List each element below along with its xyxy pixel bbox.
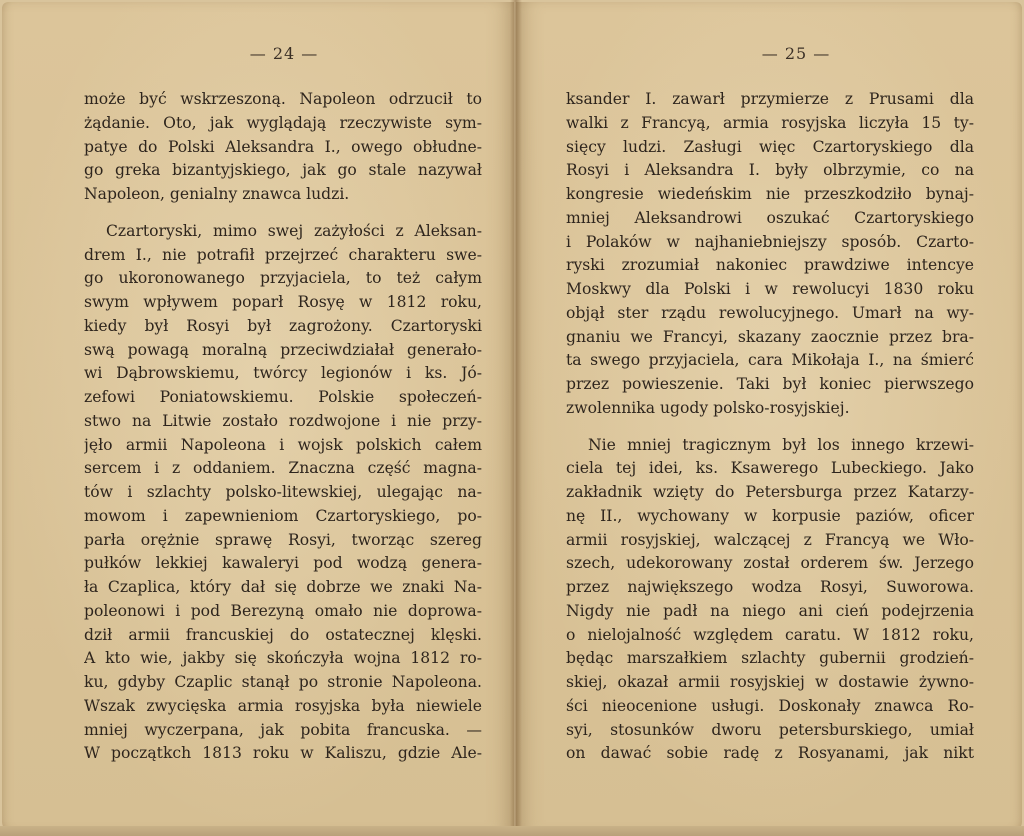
text-line: go ukoronowanego przyjaciela, to też całym	[84, 269, 482, 288]
text-line: ści nieocenione usługi. Doskonały znawca Ro-	[566, 696, 974, 715]
text-line: tów i szlachty polsko-litewskiej, ulegając na-	[84, 483, 482, 501]
text-line: dził armii francuskiej do ostatecznej klęski.	[84, 625, 482, 644]
text-line: kiedy był Rosyi był zagrożony. Czartoryski	[84, 316, 482, 335]
text-line: nę II., wychowany w korpusie paziów, oficer	[566, 506, 974, 525]
text-line: syi, stosunków dworu petersburskiego, umiał	[566, 720, 974, 739]
text-line: Napoleon, genialny znawca ludzi.	[84, 185, 350, 203]
text-line: zefowi Poniatowskiemu. Polskie społeczeń-	[84, 388, 482, 406]
page-number: — 25 —	[761, 44, 831, 63]
text-line: może być wskrzeszoną. Napoleon odrzucił to	[84, 90, 482, 108]
right-page	[516, 2, 1022, 832]
text-line: walki z Francyą, armia rosyjska liczyła 15 ty-	[566, 113, 974, 132]
paragraph-gap	[84, 207, 482, 220]
text-line: parła orężnie sprawę Rosyi, tworząc szereg	[84, 530, 482, 549]
text-line: patye do Polski Aleksandra I., owego obłudne-	[84, 137, 482, 156]
text-line: jęło armii Napoleona i wojsk polskich całem	[84, 435, 482, 454]
text-line: A kto wie, jakby się skończyła wojna 1812 ro-	[84, 649, 482, 668]
text-line: ła Czaplica, który dał się dobrze we znaki Na-	[84, 578, 482, 596]
text-line: sercem i z oddaniem. Znaczna część magna-	[84, 459, 482, 478]
text-line: objął ster rządu rewolucyjnego. Umarł na wy-	[566, 303, 974, 322]
text-line: swym wpływem poparł Rosyę w 1812 roku,	[84, 293, 482, 311]
text-line: Nigdy nie padł na niego ani cień podejrzenia	[566, 601, 974, 620]
text-line: szech, udekorowany został orderem św. Jerzego	[566, 554, 974, 573]
text-line: Czartoryski, mimo swej zażyłości z Aleksan-	[106, 221, 482, 240]
text-line: stwo na Litwie zostało rozdwojone i nie przy-	[84, 411, 482, 430]
page-text	[566, 88, 974, 766]
left-page	[2, 2, 514, 832]
text-line: ta swego przyjaciela, cara Mikołaja I., na śmierć	[566, 351, 974, 370]
text-line: o nielojalność względem caratu. W 1812 roku,	[566, 625, 974, 644]
text-line: armii rosyjskiej, walczącej z Francyą we Wło-	[566, 530, 974, 549]
text-line: Moskwy dla Polski i w rewolucyi 1830 roku	[566, 280, 974, 298]
text-line: ksander I. zawarł przymierze z Prusami dla	[566, 90, 974, 108]
text-line: W początkch 1813 roku w Kaliszu, gdzie Ale-	[84, 744, 482, 763]
page-bottom-edge	[0, 826, 1024, 836]
text-line: przez największego wodza Rosyi, Suworowa.	[566, 578, 974, 596]
text-line: gnaniu we Francyi, skazany zaocznie przez bra-	[566, 327, 974, 346]
text-line: on dawać sobie radę z Rosyanami, jak nikt	[566, 744, 974, 763]
text-line: ku, gdyby Czaplic stanął po stronie Napoleona.	[84, 673, 482, 691]
book-gutter	[510, 0, 522, 836]
text-line: żądanie. Oto, jak wyglądają rzeczywiste sym-	[84, 113, 482, 132]
text-line: zakładnik wzięty do Petersburga przez Katarzy-	[566, 483, 974, 501]
text-line: pułków lekkiej kawaleryi pod wodzą genera-	[84, 554, 482, 573]
text-line: mowom i zapewnieniom Czartoryskiego, po-	[84, 506, 482, 525]
text-line: ryski zrozumiał nakoniec prawdziwe intencye	[566, 256, 974, 275]
text-line: przez powieszenie. Taki był koniec pierwszego	[566, 375, 974, 393]
text-line: Rosyi i Aleksandra I. były olbrzymie, co na	[566, 161, 974, 180]
text-line: kongresie wiedeńskim nie przeszkodziło bynaj-	[566, 185, 974, 203]
text-line: Nie mniej tragicznym był los innego krzewi-	[588, 435, 974, 454]
text-line: skiej, okazał armii rosyjskiej w dostawie żywno-	[566, 673, 974, 691]
text-line: wi Dąbrowskiemu, twórcy legionów i ks. Jó-	[84, 364, 482, 383]
text-line: Wszak zwycięska armia rosyjska była niewiele	[84, 696, 482, 715]
text-line: swą powagą moralną przeciwdziałał generało-	[84, 340, 482, 359]
text-line: sięcy ludzi. Zasługi więc Czartoryskiego dla	[566, 137, 974, 156]
text-line: mniej wyczerpana, jak pobita francuska. —	[84, 720, 482, 739]
page-number: — 24 —	[249, 44, 319, 63]
text-line: go greka bizantyjskiego, jak go stale nazywał	[84, 161, 482, 180]
text-line: zwolennika ugody polsko-rosyjskiej.	[566, 398, 850, 417]
page-text	[84, 88, 482, 766]
text-line: i Polaków w najhaniebniejszy sposób. Czarto-	[566, 232, 974, 251]
text-line: poleonowi i pod Berezyną omało nie doprowa-	[84, 601, 482, 620]
text-line: mniej Aleksandrowi oszukać Czartoryskiego	[566, 208, 974, 227]
text-line: ciela tej idei, ks. Ksawerego Lubeckiego. Jako	[566, 459, 974, 478]
text-line: będąc marszałkiem szlachty gubernii grodzień-	[566, 649, 974, 668]
paragraph-gap	[566, 421, 974, 434]
text-line: drem I., nie potrafił przejrzeć charakteru swe-	[84, 245, 482, 264]
